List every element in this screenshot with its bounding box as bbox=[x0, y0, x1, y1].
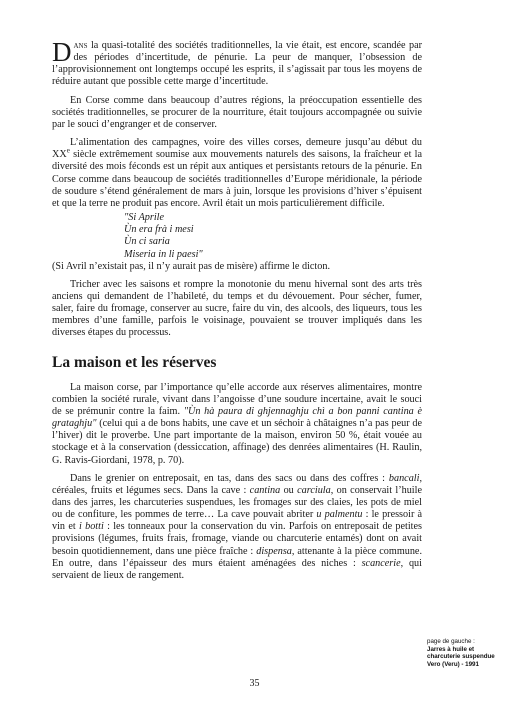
paragraph-3-part-b: siècle extrêmement soumise aux mouvements naturels des saisons, la fraîcheur et la diversité des mois féconds est un répit aux antiques et persistants retours de la pénurie. En Corse comme dans beaucoup de sociétés traditionnelles d’Europe méridionale, la période de soudure s’étend généralement de mars à juin, lorsque les provisions d’hiver s’épuisent et que la terre ne produit pas encore. Avril était un mois particulièrement difficile. bbox=[52, 149, 422, 209]
corsican-term: dispensa bbox=[256, 545, 292, 557]
paragraph-5-part-b: (celui qui a de bons habits, une cave et un séchoir à châtaignes n’a pas peur de l’hiver) dit le proverbe. Une part importante de la maison, environ 50 %, était vouée au stockage et à la conservation (dessiccation, affinage) des denrées alimentaires (H. Raulin, G. Ravis-Giordani, 1978, p. 70). bbox=[52, 418, 422, 466]
corsican-term: i botti bbox=[78, 521, 104, 533]
poem-line: Ùn ci saria bbox=[124, 236, 170, 248]
intro-first-word-rest: ans bbox=[73, 40, 88, 51]
corsican-term: scancerie bbox=[361, 557, 401, 569]
corsican-term: bancali bbox=[388, 472, 420, 484]
corsican-term: u palmentu bbox=[316, 509, 363, 521]
corsican-proverb-quote: "Ùn hà paura di ghjennaghju chì a bon panni cantina è grataghju" bbox=[52, 405, 423, 430]
text-run: , qui servaient de lieux de rangement. bbox=[52, 557, 422, 581]
caption-line: Vero (Veru) - 1991 bbox=[427, 660, 479, 668]
caption-line: Jarres à huile et charcuterie suspendue bbox=[427, 645, 495, 661]
poem-line: "Si Aprile bbox=[124, 212, 165, 224]
century-superscript: e bbox=[66, 146, 70, 155]
text-run: , on conservait l’huile dans des jarres, les charcuteries suspendues, les fromages sur des claies, les pots de miel ou de confiture, les pommes de terre… La cave pouvait abriter bbox=[52, 484, 422, 521]
text-run: : les tonneaux pour la conservation du vin. Parfois on entreposait de petites provisions (légumes, fruits frais, fromage, viande ou charcuterie entamés) dont on avait besoin quotidiennement, dans une pièce fraîche : bbox=[52, 521, 422, 557]
poem-translation: (Si Avril n’existait pas, il n’y aurait pas de misère) affirme le dicton. bbox=[52, 260, 331, 272]
intro-text: la quasi-totalité des sociétés traditionnelles, la vie était, est encore, scandée par des périodes d’incertitude, de pénurie. La peur de manquer, l’obsession de l’approvisionnement ont longtemps occupé les esprits, il s’agissait par tous les moyens de réduire autant que possible cette marge d’incertitude. bbox=[52, 40, 422, 88]
text-run: ou bbox=[280, 484, 298, 496]
corsican-proverb-poem bbox=[124, 212, 422, 261]
poem-line: Miseria in li paesi" bbox=[124, 248, 203, 260]
caption-line: page de gauche : bbox=[427, 638, 475, 645]
poem-line: Ùn era frà i mesi bbox=[124, 224, 194, 236]
text-run: Dans le grenier on entreposait, en tas, dans des sacs ou dans des coffres : bbox=[70, 472, 389, 484]
main-text-column bbox=[52, 37, 423, 588]
paragraph-5-part-a: La maison corse, par l’importance qu’elle accorde aux réserves alimentaires, montre combien la société rurale, vivant dans l’angoisse d’une soudure incertaine, avait le souci de se prémunir contre la faim. bbox=[52, 381, 422, 417]
paragraph-2: En Corse comme dans beaucoup d’autres régions, la préoccupation essentielle des sociétés traditionnelles, se procurer de la nourriture, était toujours accompagnée ou suivie par le souci d’engranger et de conserver. bbox=[52, 94, 422, 130]
paragraph-6 bbox=[52, 473, 422, 582]
paragraph-3 bbox=[52, 137, 422, 210]
corsican-term: carciula bbox=[297, 484, 331, 496]
text-run: : le pressoir à vin et bbox=[52, 509, 422, 533]
paragraph-5 bbox=[52, 382, 422, 467]
text-run: , céréales, fruits et légumes secs. Dans la cave : bbox=[52, 472, 422, 496]
section-heading: La maison et les réserves bbox=[52, 353, 217, 371]
intro-paragraph bbox=[52, 37, 422, 89]
text-run: , attenante à la pièce commune. En outre, dans l’épaisseur des murs étaient aménagées des niches : bbox=[52, 545, 422, 569]
corsican-term: cantina bbox=[249, 484, 281, 496]
page-number: 35 bbox=[249, 678, 260, 689]
photo-caption bbox=[427, 638, 507, 668]
drop-cap: D bbox=[52, 37, 72, 67]
paragraph-3-part-a: L’alimentation des campagnes, voire des villes corses, demeure jusqu’au début du XX bbox=[52, 137, 422, 161]
paragraph-4: Tricher avec les saisons et rompre la monotonie du menu hivernal sont des arts très anciens qui demandent de l’habileté, du temps et du dévouement. Pour sécher, fumer, saler, faire du fromage, conserver au sucre, faire du vin, des alcools, des liqueurs, tous les membres d’une famille, parfois le voisinage, pouvaient se trouver impliqués dans les diverses étapes du processus. bbox=[52, 278, 422, 339]
